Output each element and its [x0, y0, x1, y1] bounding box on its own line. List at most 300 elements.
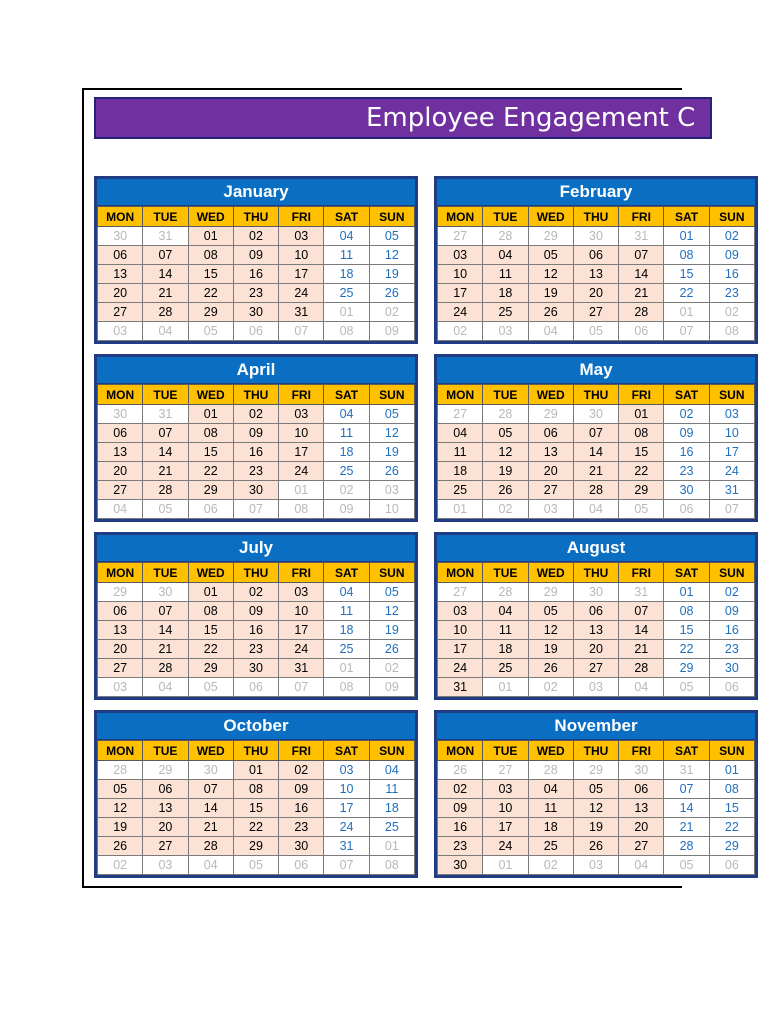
- day-cell[interactable]: 12: [528, 265, 573, 284]
- adjacent-day-cell[interactable]: 02: [709, 303, 754, 322]
- day-cell[interactable]: 22: [188, 462, 233, 481]
- adjacent-day-cell[interactable]: 03: [573, 856, 618, 875]
- day-cell[interactable]: 03: [438, 246, 483, 265]
- day-cell[interactable]: 01: [188, 227, 233, 246]
- day-cell[interactable]: 26: [369, 284, 414, 303]
- day-cell[interactable]: 06: [619, 780, 664, 799]
- day-cell[interactable]: 02: [233, 583, 278, 602]
- day-cell[interactable]: 01: [619, 405, 664, 424]
- day-cell[interactable]: 07: [143, 246, 188, 265]
- adjacent-day-cell[interactable]: 03: [98, 678, 143, 697]
- day-cell[interactable]: 18: [324, 265, 369, 284]
- day-cell[interactable]: 15: [188, 443, 233, 462]
- day-cell[interactable]: 18: [528, 818, 573, 837]
- adjacent-day-cell[interactable]: 03: [369, 481, 414, 500]
- day-cell[interactable]: 03: [279, 227, 324, 246]
- day-cell[interactable]: 09: [233, 246, 278, 265]
- day-cell[interactable]: 12: [98, 799, 143, 818]
- day-cell[interactable]: 30: [664, 481, 709, 500]
- day-cell[interactable]: 02: [233, 405, 278, 424]
- day-cell[interactable]: 11: [369, 780, 414, 799]
- day-cell[interactable]: 21: [143, 462, 188, 481]
- day-cell[interactable]: 11: [324, 424, 369, 443]
- day-cell[interactable]: 05: [369, 583, 414, 602]
- day-cell[interactable]: 11: [324, 602, 369, 621]
- adjacent-day-cell[interactable]: 02: [528, 678, 573, 697]
- day-cell[interactable]: 13: [619, 799, 664, 818]
- day-cell[interactable]: 07: [188, 780, 233, 799]
- day-cell[interactable]: 02: [709, 583, 754, 602]
- day-cell[interactable]: 23: [709, 640, 754, 659]
- day-cell[interactable]: 16: [709, 621, 754, 640]
- day-cell[interactable]: 07: [619, 602, 664, 621]
- day-cell[interactable]: 13: [98, 443, 143, 462]
- day-cell[interactable]: 24: [438, 659, 483, 678]
- day-cell[interactable]: 30: [709, 659, 754, 678]
- day-cell[interactable]: 08: [188, 246, 233, 265]
- day-cell[interactable]: 14: [143, 621, 188, 640]
- adjacent-day-cell[interactable]: 06: [279, 856, 324, 875]
- day-cell[interactable]: 04: [528, 780, 573, 799]
- adjacent-day-cell[interactable]: 28: [528, 761, 573, 780]
- day-cell[interactable]: 14: [143, 443, 188, 462]
- adjacent-day-cell[interactable]: 02: [528, 856, 573, 875]
- day-cell[interactable]: 05: [528, 602, 573, 621]
- adjacent-day-cell[interactable]: 29: [528, 405, 573, 424]
- day-cell[interactable]: 18: [324, 621, 369, 640]
- adjacent-day-cell[interactable]: 08: [324, 678, 369, 697]
- day-cell[interactable]: 18: [483, 284, 528, 303]
- day-cell[interactable]: 27: [528, 481, 573, 500]
- day-cell[interactable]: 12: [573, 799, 618, 818]
- day-cell[interactable]: 20: [98, 284, 143, 303]
- day-cell[interactable]: 05: [369, 405, 414, 424]
- adjacent-day-cell[interactable]: 07: [233, 500, 278, 519]
- day-cell[interactable]: 11: [324, 246, 369, 265]
- adjacent-day-cell[interactable]: 05: [143, 500, 188, 519]
- day-cell[interactable]: 27: [619, 837, 664, 856]
- day-cell[interactable]: 10: [279, 602, 324, 621]
- day-cell[interactable]: 27: [98, 303, 143, 322]
- adjacent-day-cell[interactable]: 06: [233, 678, 278, 697]
- day-cell[interactable]: 28: [143, 659, 188, 678]
- day-cell[interactable]: 18: [369, 799, 414, 818]
- day-cell[interactable]: 26: [369, 462, 414, 481]
- adjacent-day-cell[interactable]: 30: [188, 761, 233, 780]
- day-cell[interactable]: 05: [573, 780, 618, 799]
- day-cell[interactable]: 13: [573, 621, 618, 640]
- adjacent-day-cell[interactable]: 03: [573, 678, 618, 697]
- adjacent-day-cell[interactable]: 31: [619, 227, 664, 246]
- day-cell[interactable]: 05: [98, 780, 143, 799]
- day-cell[interactable]: 25: [438, 481, 483, 500]
- day-cell[interactable]: 01: [664, 583, 709, 602]
- day-cell[interactable]: 07: [573, 424, 618, 443]
- day-cell[interactable]: 16: [709, 265, 754, 284]
- day-cell[interactable]: 29: [188, 481, 233, 500]
- day-cell[interactable]: 03: [324, 761, 369, 780]
- adjacent-day-cell[interactable]: 04: [143, 678, 188, 697]
- day-cell[interactable]: 19: [483, 462, 528, 481]
- day-cell[interactable]: 04: [324, 583, 369, 602]
- day-cell[interactable]: 01: [233, 761, 278, 780]
- day-cell[interactable]: 22: [188, 284, 233, 303]
- adjacent-day-cell[interactable]: 30: [619, 761, 664, 780]
- day-cell[interactable]: 17: [438, 640, 483, 659]
- day-cell[interactable]: 30: [233, 303, 278, 322]
- day-cell[interactable]: 11: [528, 799, 573, 818]
- day-cell[interactable]: 06: [143, 780, 188, 799]
- adjacent-day-cell[interactable]: 03: [143, 856, 188, 875]
- day-cell[interactable]: 14: [619, 621, 664, 640]
- day-cell[interactable]: 02: [233, 227, 278, 246]
- day-cell[interactable]: 20: [528, 462, 573, 481]
- day-cell[interactable]: 20: [573, 284, 618, 303]
- day-cell[interactable]: 26: [483, 481, 528, 500]
- day-cell[interactable]: 28: [573, 481, 618, 500]
- day-cell[interactable]: 23: [664, 462, 709, 481]
- day-cell[interactable]: 05: [369, 227, 414, 246]
- adjacent-day-cell[interactable]: 31: [143, 405, 188, 424]
- day-cell[interactable]: 16: [438, 818, 483, 837]
- day-cell[interactable]: 09: [709, 246, 754, 265]
- adjacent-day-cell[interactable]: 07: [279, 322, 324, 341]
- day-cell[interactable]: 10: [324, 780, 369, 799]
- adjacent-day-cell[interactable]: 09: [369, 678, 414, 697]
- day-cell[interactable]: 01: [709, 761, 754, 780]
- day-cell[interactable]: 10: [438, 265, 483, 284]
- adjacent-day-cell[interactable]: 02: [324, 481, 369, 500]
- day-cell[interactable]: 18: [483, 640, 528, 659]
- adjacent-day-cell[interactable]: 07: [709, 500, 754, 519]
- adjacent-day-cell[interactable]: 30: [573, 583, 618, 602]
- adjacent-day-cell[interactable]: 30: [98, 227, 143, 246]
- day-cell[interactable]: 27: [143, 837, 188, 856]
- day-cell[interactable]: 08: [709, 780, 754, 799]
- day-cell[interactable]: 20: [619, 818, 664, 837]
- adjacent-day-cell[interactable]: 07: [279, 678, 324, 697]
- day-cell[interactable]: 21: [573, 462, 618, 481]
- day-cell[interactable]: 13: [98, 265, 143, 284]
- adjacent-day-cell[interactable]: 02: [369, 659, 414, 678]
- day-cell[interactable]: 19: [369, 443, 414, 462]
- day-cell[interactable]: 24: [483, 837, 528, 856]
- day-cell[interactable]: 09: [233, 602, 278, 621]
- day-cell[interactable]: 09: [664, 424, 709, 443]
- day-cell[interactable]: 16: [233, 621, 278, 640]
- day-cell[interactable]: 21: [188, 818, 233, 837]
- adjacent-day-cell[interactable]: 04: [188, 856, 233, 875]
- day-cell[interactable]: 02: [664, 405, 709, 424]
- day-cell[interactable]: 10: [438, 621, 483, 640]
- day-cell[interactable]: 16: [664, 443, 709, 462]
- adjacent-day-cell[interactable]: 01: [664, 303, 709, 322]
- day-cell[interactable]: 21: [619, 284, 664, 303]
- day-cell[interactable]: 04: [324, 227, 369, 246]
- adjacent-day-cell[interactable]: 08: [709, 322, 754, 341]
- day-cell[interactable]: 03: [279, 405, 324, 424]
- day-cell[interactable]: 12: [369, 424, 414, 443]
- adjacent-day-cell[interactable]: 06: [664, 500, 709, 519]
- adjacent-day-cell[interactable]: 29: [528, 227, 573, 246]
- adjacent-day-cell[interactable]: 29: [98, 583, 143, 602]
- day-cell[interactable]: 15: [709, 799, 754, 818]
- adjacent-day-cell[interactable]: 30: [143, 583, 188, 602]
- day-cell[interactable]: 04: [483, 246, 528, 265]
- adjacent-day-cell[interactable]: 01: [369, 837, 414, 856]
- adjacent-day-cell[interactable]: 27: [438, 405, 483, 424]
- adjacent-day-cell[interactable]: 06: [233, 322, 278, 341]
- day-cell[interactable]: 11: [483, 621, 528, 640]
- adjacent-day-cell[interactable]: 30: [98, 405, 143, 424]
- day-cell[interactable]: 09: [709, 602, 754, 621]
- day-cell[interactable]: 23: [233, 284, 278, 303]
- day-cell[interactable]: 25: [483, 303, 528, 322]
- day-cell[interactable]: 28: [143, 481, 188, 500]
- adjacent-day-cell[interactable]: 28: [483, 227, 528, 246]
- adjacent-day-cell[interactable]: 02: [438, 322, 483, 341]
- day-cell[interactable]: 26: [573, 837, 618, 856]
- day-cell[interactable]: 22: [664, 640, 709, 659]
- day-cell[interactable]: 30: [233, 481, 278, 500]
- day-cell[interactable]: 23: [279, 818, 324, 837]
- day-cell[interactable]: 29: [188, 659, 233, 678]
- adjacent-day-cell[interactable]: 06: [619, 322, 664, 341]
- adjacent-day-cell[interactable]: 28: [98, 761, 143, 780]
- adjacent-day-cell[interactable]: 04: [619, 856, 664, 875]
- day-cell[interactable]: 25: [483, 659, 528, 678]
- day-cell[interactable]: 05: [483, 424, 528, 443]
- day-cell[interactable]: 14: [664, 799, 709, 818]
- adjacent-day-cell[interactable]: 01: [483, 678, 528, 697]
- adjacent-day-cell[interactable]: 03: [528, 500, 573, 519]
- day-cell[interactable]: 12: [483, 443, 528, 462]
- adjacent-day-cell[interactable]: 04: [573, 500, 618, 519]
- day-cell[interactable]: 15: [664, 265, 709, 284]
- day-cell[interactable]: 15: [233, 799, 278, 818]
- adjacent-day-cell[interactable]: 07: [324, 856, 369, 875]
- day-cell[interactable]: 21: [143, 640, 188, 659]
- adjacent-day-cell[interactable]: 01: [483, 856, 528, 875]
- day-cell[interactable]: 24: [279, 640, 324, 659]
- day-cell[interactable]: 20: [143, 818, 188, 837]
- adjacent-day-cell[interactable]: 02: [98, 856, 143, 875]
- day-cell[interactable]: 14: [619, 265, 664, 284]
- day-cell[interactable]: 24: [324, 818, 369, 837]
- day-cell[interactable]: 07: [143, 602, 188, 621]
- day-cell[interactable]: 17: [279, 443, 324, 462]
- day-cell[interactable]: 31: [279, 659, 324, 678]
- day-cell[interactable]: 03: [279, 583, 324, 602]
- day-cell[interactable]: 28: [664, 837, 709, 856]
- day-cell[interactable]: 20: [98, 640, 143, 659]
- day-cell[interactable]: 14: [188, 799, 233, 818]
- adjacent-day-cell[interactable]: 05: [573, 322, 618, 341]
- day-cell[interactable]: 31: [324, 837, 369, 856]
- day-cell[interactable]: 18: [324, 443, 369, 462]
- day-cell[interactable]: 05: [528, 246, 573, 265]
- day-cell[interactable]: 10: [709, 424, 754, 443]
- day-cell[interactable]: 15: [619, 443, 664, 462]
- day-cell[interactable]: 01: [188, 405, 233, 424]
- day-cell[interactable]: 19: [98, 818, 143, 837]
- adjacent-day-cell[interactable]: 04: [98, 500, 143, 519]
- day-cell[interactable]: 04: [483, 602, 528, 621]
- day-cell[interactable]: 12: [528, 621, 573, 640]
- day-cell[interactable]: 23: [709, 284, 754, 303]
- day-cell[interactable]: 12: [369, 602, 414, 621]
- day-cell[interactable]: 07: [664, 780, 709, 799]
- day-cell[interactable]: 24: [438, 303, 483, 322]
- day-cell[interactable]: 17: [438, 284, 483, 303]
- day-cell[interactable]: 28: [188, 837, 233, 856]
- day-cell[interactable]: 22: [233, 818, 278, 837]
- adjacent-day-cell[interactable]: 04: [619, 678, 664, 697]
- day-cell[interactable]: 17: [279, 621, 324, 640]
- day-cell[interactable]: 21: [619, 640, 664, 659]
- day-cell[interactable]: 31: [709, 481, 754, 500]
- day-cell[interactable]: 21: [664, 818, 709, 837]
- adjacent-day-cell[interactable]: 08: [279, 500, 324, 519]
- day-cell[interactable]: 26: [528, 659, 573, 678]
- adjacent-day-cell[interactable]: 01: [279, 481, 324, 500]
- day-cell[interactable]: 10: [483, 799, 528, 818]
- adjacent-day-cell[interactable]: 28: [483, 405, 528, 424]
- day-cell[interactable]: 19: [369, 621, 414, 640]
- adjacent-day-cell[interactable]: 02: [369, 303, 414, 322]
- day-cell[interactable]: 30: [279, 837, 324, 856]
- adjacent-day-cell[interactable]: 02: [483, 500, 528, 519]
- day-cell[interactable]: 28: [619, 659, 664, 678]
- day-cell[interactable]: 12: [369, 246, 414, 265]
- adjacent-day-cell[interactable]: 06: [709, 856, 754, 875]
- day-cell[interactable]: 26: [98, 837, 143, 856]
- adjacent-day-cell[interactable]: 05: [188, 322, 233, 341]
- day-cell[interactable]: 02: [279, 761, 324, 780]
- day-cell[interactable]: 17: [483, 818, 528, 837]
- adjacent-day-cell[interactable]: 05: [619, 500, 664, 519]
- day-cell[interactable]: 29: [619, 481, 664, 500]
- day-cell[interactable]: 27: [573, 659, 618, 678]
- day-cell[interactable]: 23: [233, 462, 278, 481]
- day-cell[interactable]: 21: [143, 284, 188, 303]
- day-cell[interactable]: 19: [369, 265, 414, 284]
- day-cell[interactable]: 06: [98, 246, 143, 265]
- adjacent-day-cell[interactable]: 31: [664, 761, 709, 780]
- adjacent-day-cell[interactable]: 29: [143, 761, 188, 780]
- day-cell[interactable]: 06: [573, 246, 618, 265]
- day-cell[interactable]: 19: [528, 284, 573, 303]
- day-cell[interactable]: 06: [573, 602, 618, 621]
- day-cell[interactable]: 23: [438, 837, 483, 856]
- day-cell[interactable]: 03: [483, 780, 528, 799]
- adjacent-day-cell[interactable]: 03: [483, 322, 528, 341]
- day-cell[interactable]: 25: [324, 462, 369, 481]
- adjacent-day-cell[interactable]: 08: [369, 856, 414, 875]
- day-cell[interactable]: 08: [664, 246, 709, 265]
- adjacent-day-cell[interactable]: 27: [483, 761, 528, 780]
- day-cell[interactable]: 07: [143, 424, 188, 443]
- day-cell[interactable]: 23: [233, 640, 278, 659]
- day-cell[interactable]: 25: [528, 837, 573, 856]
- day-cell[interactable]: 24: [709, 462, 754, 481]
- day-cell[interactable]: 13: [528, 443, 573, 462]
- adjacent-day-cell[interactable]: 29: [573, 761, 618, 780]
- adjacent-day-cell[interactable]: 01: [324, 303, 369, 322]
- day-cell[interactable]: 04: [438, 424, 483, 443]
- day-cell[interactable]: 29: [664, 659, 709, 678]
- day-cell[interactable]: 11: [483, 265, 528, 284]
- adjacent-day-cell[interactable]: 30: [573, 227, 618, 246]
- day-cell[interactable]: 01: [664, 227, 709, 246]
- adjacent-day-cell[interactable]: 01: [438, 500, 483, 519]
- day-cell[interactable]: 18: [438, 462, 483, 481]
- adjacent-day-cell[interactable]: 01: [324, 659, 369, 678]
- day-cell[interactable]: 27: [98, 659, 143, 678]
- day-cell[interactable]: 17: [324, 799, 369, 818]
- day-cell[interactable]: 01: [188, 583, 233, 602]
- adjacent-day-cell[interactable]: 09: [324, 500, 369, 519]
- adjacent-day-cell[interactable]: 05: [664, 678, 709, 697]
- day-cell[interactable]: 15: [188, 621, 233, 640]
- day-cell[interactable]: 29: [709, 837, 754, 856]
- day-cell[interactable]: 25: [369, 818, 414, 837]
- day-cell[interactable]: 08: [664, 602, 709, 621]
- adjacent-day-cell[interactable]: 04: [143, 322, 188, 341]
- adjacent-day-cell[interactable]: 30: [573, 405, 618, 424]
- day-cell[interactable]: 09: [279, 780, 324, 799]
- adjacent-day-cell[interactable]: 04: [528, 322, 573, 341]
- day-cell[interactable]: 25: [324, 640, 369, 659]
- day-cell[interactable]: 24: [279, 284, 324, 303]
- day-cell[interactable]: 09: [438, 799, 483, 818]
- adjacent-day-cell[interactable]: 27: [438, 583, 483, 602]
- adjacent-day-cell[interactable]: 05: [188, 678, 233, 697]
- day-cell[interactable]: 07: [619, 246, 664, 265]
- day-cell[interactable]: 28: [619, 303, 664, 322]
- day-cell[interactable]: 30: [438, 856, 483, 875]
- day-cell[interactable]: 27: [573, 303, 618, 322]
- day-cell[interactable]: 22: [664, 284, 709, 303]
- day-cell[interactable]: 02: [709, 227, 754, 246]
- day-cell[interactable]: 06: [98, 424, 143, 443]
- adjacent-day-cell[interactable]: 08: [324, 322, 369, 341]
- day-cell[interactable]: 20: [98, 462, 143, 481]
- day-cell[interactable]: 26: [528, 303, 573, 322]
- day-cell[interactable]: 10: [279, 424, 324, 443]
- adjacent-day-cell[interactable]: 31: [619, 583, 664, 602]
- day-cell[interactable]: 02: [438, 780, 483, 799]
- day-cell[interactable]: 08: [619, 424, 664, 443]
- adjacent-day-cell[interactable]: 27: [438, 227, 483, 246]
- day-cell[interactable]: 24: [279, 462, 324, 481]
- day-cell[interactable]: 09: [233, 424, 278, 443]
- day-cell[interactable]: 14: [573, 443, 618, 462]
- day-cell[interactable]: 16: [279, 799, 324, 818]
- day-cell[interactable]: 19: [528, 640, 573, 659]
- day-cell[interactable]: 16: [233, 443, 278, 462]
- day-cell[interactable]: 25: [324, 284, 369, 303]
- day-cell[interactable]: 26: [369, 640, 414, 659]
- day-cell[interactable]: 03: [709, 405, 754, 424]
- day-cell[interactable]: 11: [438, 443, 483, 462]
- day-cell[interactable]: 20: [573, 640, 618, 659]
- day-cell[interactable]: 27: [98, 481, 143, 500]
- adjacent-day-cell[interactable]: 09: [369, 322, 414, 341]
- day-cell[interactable]: 17: [709, 443, 754, 462]
- day-cell[interactable]: 10: [279, 246, 324, 265]
- day-cell[interactable]: 31: [438, 678, 483, 697]
